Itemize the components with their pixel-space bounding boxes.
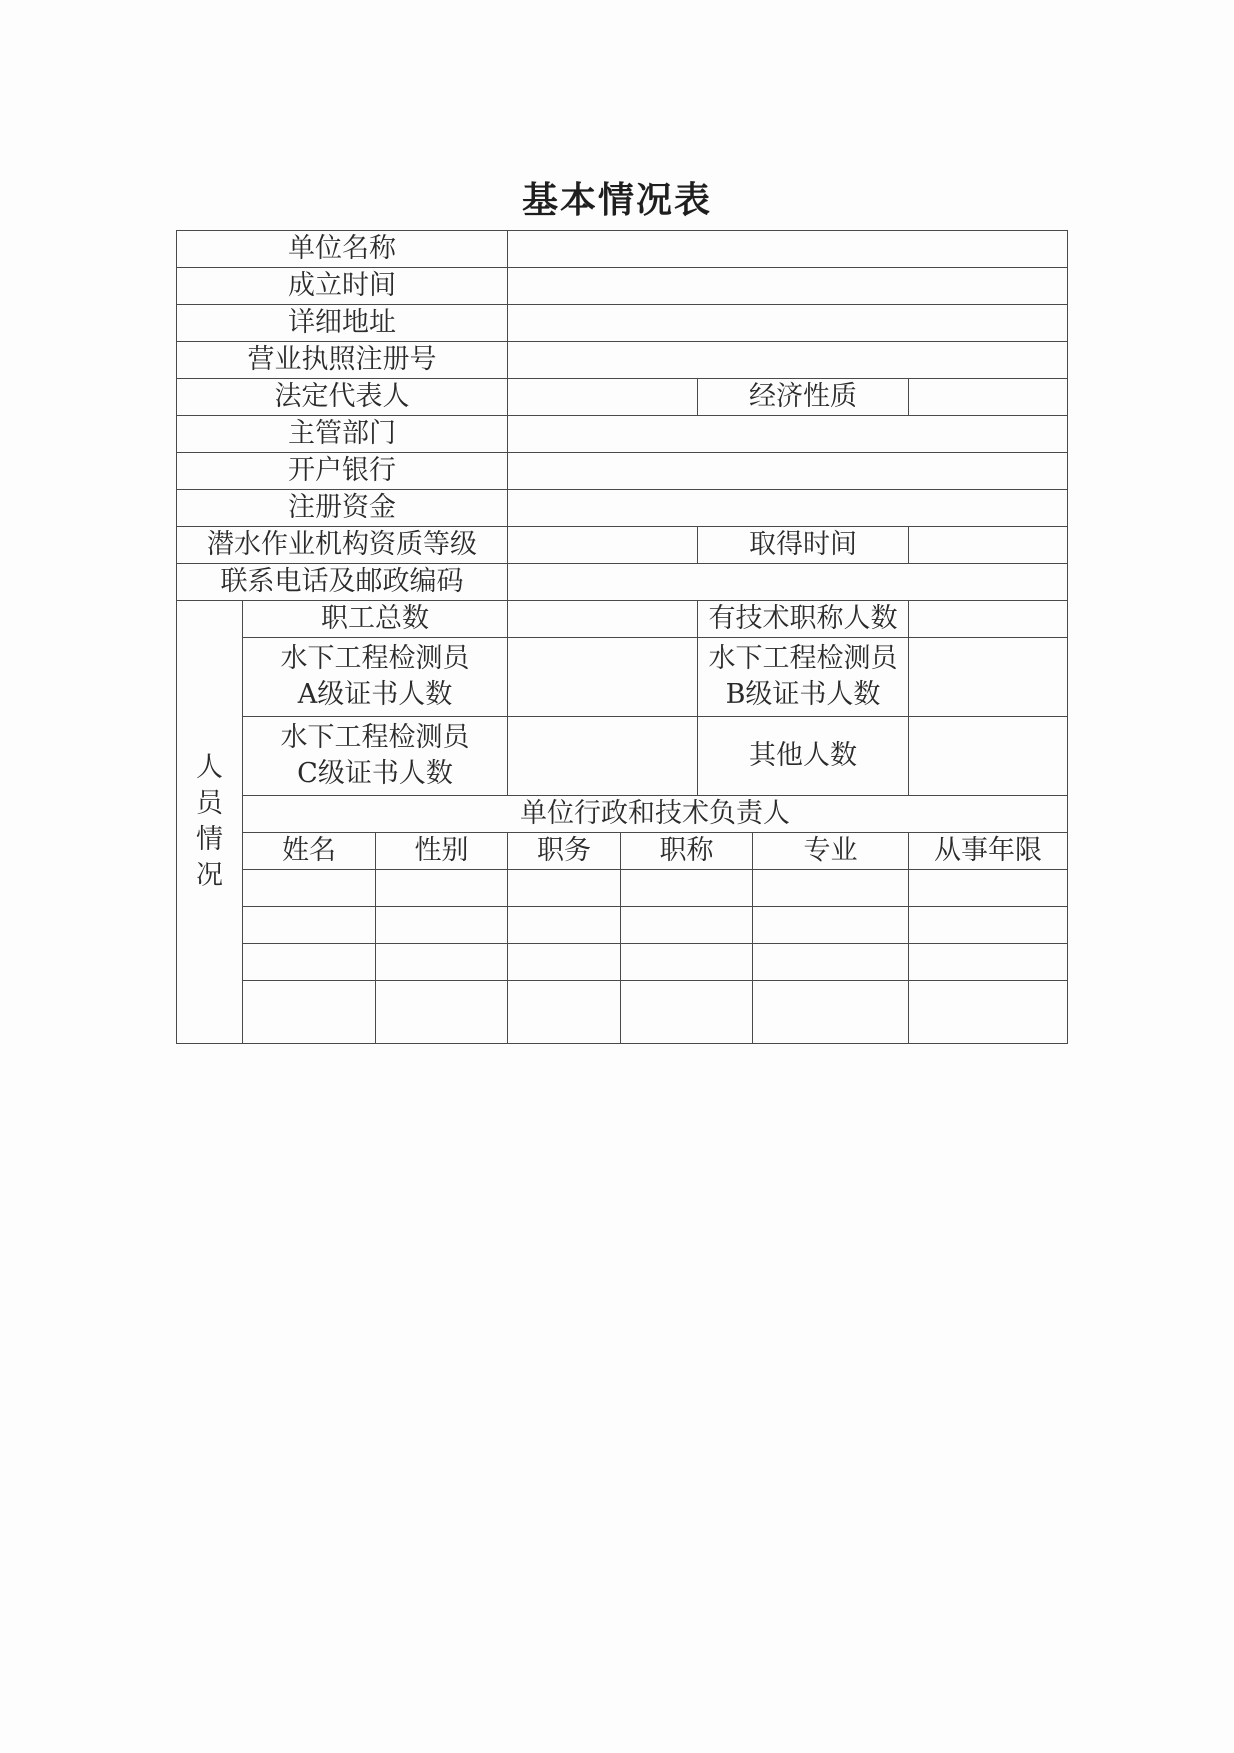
field-others[interactable] <box>909 717 1068 796</box>
cell-major[interactable] <box>753 981 909 1044</box>
row-capital <box>177 490 1068 527</box>
row-bank <box>177 453 1068 490</box>
a-level-line1: 水下工程检测员 <box>280 643 470 674</box>
label-economic-nature: 经济性质 <box>698 379 909 416</box>
label-address: 详细地址 <box>177 305 508 342</box>
field-supervisor[interactable] <box>508 416 1068 453</box>
b-level-line2: B级证书人数 <box>725 679 881 710</box>
row-staff-total <box>177 601 1068 638</box>
label-contact: 联系电话及邮政编码 <box>177 564 508 601</box>
label-license-no: 营业执照注册号 <box>177 342 508 379</box>
label-capital: 注册资金 <box>177 490 508 527</box>
label-supervisor: 主管部门 <box>177 416 508 453</box>
side-char-1: 人 <box>196 752 223 783</box>
cell-gender[interactable] <box>376 907 508 944</box>
label-qualification: 潜水作业机构资质等级 <box>177 527 508 564</box>
row-supervisor <box>177 416 1068 453</box>
field-total-staff[interactable] <box>508 601 698 638</box>
basic-info-table <box>176 230 1068 1044</box>
leaders-heading: 单位行政和技术负责人 <box>243 796 1068 833</box>
cell-major[interactable] <box>753 870 909 907</box>
side-char-2: 员 <box>196 788 223 819</box>
field-bank[interactable] <box>508 453 1068 490</box>
label-obtained-time: 取得时间 <box>698 527 909 564</box>
row-ab-level <box>177 638 1068 717</box>
field-c-level[interactable] <box>508 717 698 796</box>
cell-title[interactable] <box>621 944 753 981</box>
row-contact <box>177 564 1068 601</box>
field-capital[interactable] <box>508 490 1068 527</box>
c-level-line2: C级证书人数 <box>297 758 453 789</box>
side-char-4: 况 <box>196 860 223 891</box>
row-leaders-heading <box>177 796 1068 833</box>
cell-name[interactable] <box>243 907 376 944</box>
label-c-level <box>243 717 508 796</box>
label-unit-name: 单位名称 <box>177 231 508 268</box>
cell-position[interactable] <box>508 870 621 907</box>
row-leaders-columns <box>177 833 1068 870</box>
field-a-level[interactable] <box>508 638 698 717</box>
cell-gender[interactable] <box>376 870 508 907</box>
field-legal-rep[interactable] <box>508 379 698 416</box>
field-obtained-time[interactable] <box>909 527 1068 564</box>
col-header-title: 职称 <box>621 833 753 870</box>
col-header-years: 从事年限 <box>909 833 1068 870</box>
cell-years[interactable] <box>909 944 1068 981</box>
label-titled-staff: 有技术职称人数 <box>698 601 909 638</box>
side-char-3: 情 <box>196 824 223 855</box>
field-economic-nature[interactable] <box>909 379 1068 416</box>
field-license-no[interactable] <box>508 342 1068 379</box>
label-legal-rep: 法定代表人 <box>177 379 508 416</box>
cell-position[interactable] <box>508 981 621 1044</box>
personnel-side-label <box>177 601 243 1044</box>
table-row <box>177 981 1068 1044</box>
cell-title[interactable] <box>621 907 753 944</box>
label-a-level <box>243 638 508 717</box>
cell-major[interactable] <box>753 907 909 944</box>
cell-years[interactable] <box>909 907 1068 944</box>
cell-position[interactable] <box>508 907 621 944</box>
row-unit-name <box>177 231 1068 268</box>
field-unit-name[interactable] <box>508 231 1068 268</box>
cell-name[interactable] <box>243 981 376 1044</box>
label-established: 成立时间 <box>177 268 508 305</box>
cell-years[interactable] <box>909 870 1068 907</box>
row-c-level <box>177 717 1068 796</box>
field-contact[interactable] <box>508 564 1068 601</box>
b-level-line1: 水下工程检测员 <box>708 643 898 674</box>
cell-title[interactable] <box>621 870 753 907</box>
field-titled-staff[interactable] <box>909 601 1068 638</box>
label-b-level <box>698 638 909 717</box>
cell-major[interactable] <box>753 944 909 981</box>
table-row <box>177 944 1068 981</box>
field-established[interactable] <box>508 268 1068 305</box>
page-title: 基本情况表 <box>521 179 712 221</box>
col-header-gender: 性别 <box>376 833 508 870</box>
col-header-name: 姓名 <box>243 833 376 870</box>
row-license <box>177 342 1068 379</box>
table-row <box>177 870 1068 907</box>
c-level-line1: 水下工程检测员 <box>280 722 470 753</box>
cell-gender[interactable] <box>376 981 508 1044</box>
label-bank: 开户银行 <box>177 453 508 490</box>
cell-years[interactable] <box>909 981 1068 1044</box>
label-total-staff: 职工总数 <box>243 601 508 638</box>
field-b-level[interactable] <box>909 638 1068 717</box>
row-address <box>177 305 1068 342</box>
cell-position[interactable] <box>508 944 621 981</box>
field-address[interactable] <box>508 305 1068 342</box>
row-legal-rep <box>177 379 1068 416</box>
col-header-position: 职务 <box>508 833 621 870</box>
label-others: 其他人数 <box>698 717 909 796</box>
row-qualification <box>177 527 1068 564</box>
cell-gender[interactable] <box>376 944 508 981</box>
field-qualification[interactable] <box>508 527 698 564</box>
a-level-line2: A级证书人数 <box>297 679 453 710</box>
cell-name[interactable] <box>243 944 376 981</box>
cell-name[interactable] <box>243 870 376 907</box>
table-row <box>177 907 1068 944</box>
cell-title[interactable] <box>621 981 753 1044</box>
col-header-major: 专业 <box>753 833 909 870</box>
row-established <box>177 268 1068 305</box>
